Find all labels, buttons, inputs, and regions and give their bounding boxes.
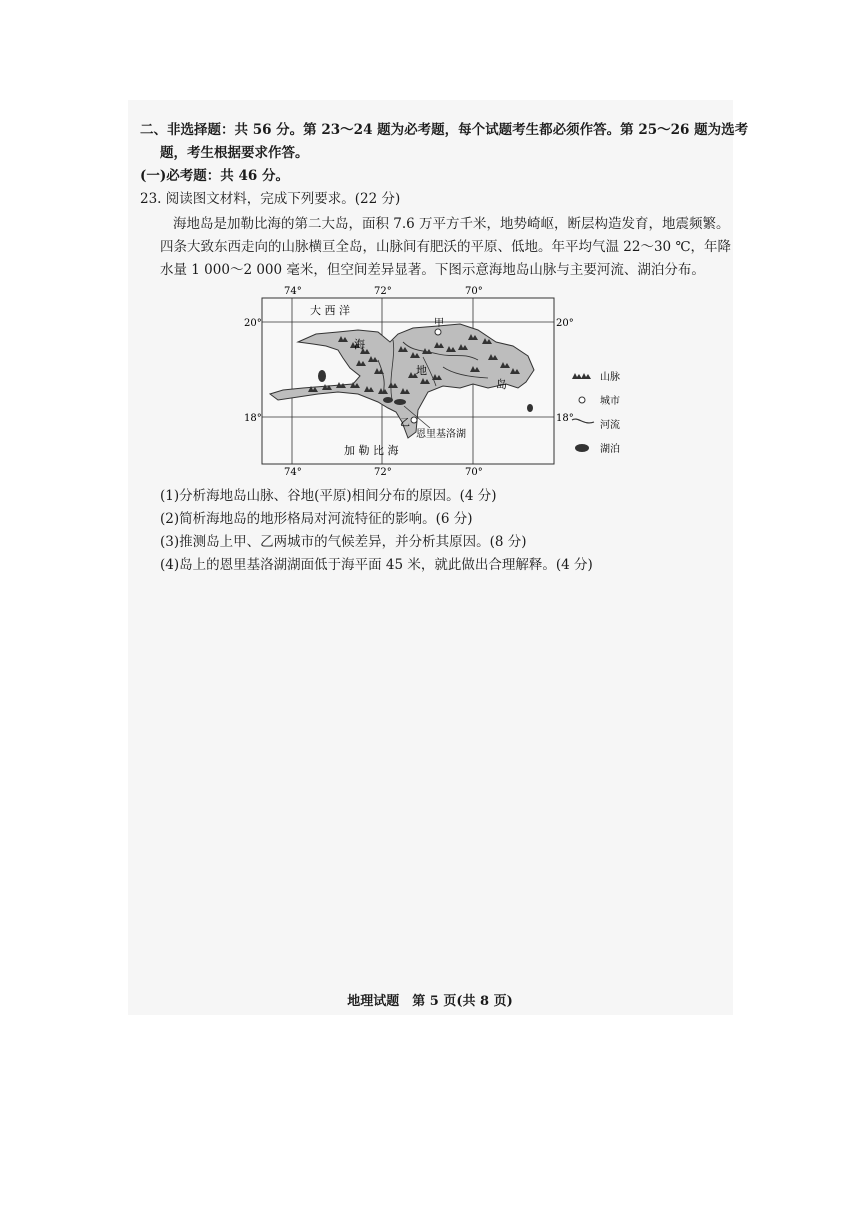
- lat-label-18-right: 18°: [556, 413, 574, 424]
- city-yi-label: 乙: [400, 418, 410, 429]
- material-para-1: 海地岛是加勒比海的第二大岛，面积 7.6 万平方千米，地势崎岖，断层构造发育，地震频繁。: [173, 216, 730, 232]
- subquestion-4: (4)岛上的恩里基洛湖湖面低于海平面 45 米，就此做出合理解释。(4 分): [160, 557, 593, 573]
- city-jia-label: 甲: [434, 318, 444, 329]
- legend-river-label: 河流: [600, 420, 620, 431]
- saona-island: [527, 404, 533, 412]
- map-legend: [572, 370, 620, 455]
- legend-city-label: 城市: [600, 396, 620, 407]
- city-jia-marker: [435, 329, 441, 335]
- legend-lake-label: 湖泊: [600, 444, 620, 455]
- sea-label: 加 勒 比 海: [344, 444, 399, 457]
- city-icon: [579, 397, 585, 403]
- island-char-1: 海: [354, 338, 365, 351]
- required-heading: (一)必考题：共 46 分。: [140, 168, 289, 184]
- lake-enriquillo-label: 恩里基洛湖: [416, 429, 466, 440]
- river-icon: [572, 419, 594, 423]
- lat-label-20-right: 20°: [556, 318, 574, 329]
- subquestion-1: (1)分析海地岛山脉、谷地(平原)相间分布的原因。(4 分): [160, 488, 497, 504]
- island-char-2: 地: [416, 364, 427, 377]
- island-char-3: 岛: [496, 378, 507, 391]
- lon-label-72-bottom: 72°: [374, 467, 392, 477]
- legend-mountain-label: 山脉: [600, 372, 620, 383]
- lon-label-70-bottom: 70°: [465, 467, 483, 477]
- lon-label-74-bottom: 74°: [284, 467, 302, 477]
- lon-label-74-top: 74°: [284, 286, 302, 297]
- lake-west: [318, 370, 326, 382]
- lake-saumatre: [383, 397, 393, 403]
- lat-label-20-left: 20°: [244, 318, 262, 329]
- subquestion-2: (2)简析海地岛的地形格局对河流特征的影响。(6 分): [160, 511, 473, 527]
- ocean-label: 大 西 洋: [310, 304, 350, 317]
- lon-label-72-top: 72°: [374, 286, 392, 297]
- subquestion-3: (3)推测岛上甲、乙两城市的气候差异，并分析其原因。(8 分): [160, 534, 527, 550]
- section-heading-line1: 二、非选择题：共 56 分。第 23～24 题为必考题，每个试题考生都必须作答。第 25～26 题为选考: [140, 122, 749, 138]
- material-para-2: 四条大致东西走向的山脉横亘全岛，山脉间有肥沃的平原、低地。年平均气温 22～30 ℃，年降: [160, 239, 732, 255]
- haiti-island-map: [238, 282, 638, 477]
- lon-label-70-top: 70°: [465, 286, 483, 297]
- question-title: 23. 阅读图文材料，完成下列要求。(22 分): [140, 191, 401, 207]
- page-footer: 地理试题 第 5 页(共 8 页): [347, 994, 513, 1009]
- lake-icon: [575, 444, 589, 452]
- section-heading-line2: 题，考生根据要求作答。: [160, 145, 309, 161]
- material-para-3: 水量 1 000～2 000 毫米，但空间差异显著。下图示意海地岛山脉与主要河流、湖泊分布。: [160, 262, 705, 278]
- mountain-icon: [572, 373, 591, 379]
- lat-label-18-left: 18°: [244, 413, 262, 424]
- city-yi-marker: [411, 417, 417, 423]
- lake-enriquillo: [394, 399, 406, 405]
